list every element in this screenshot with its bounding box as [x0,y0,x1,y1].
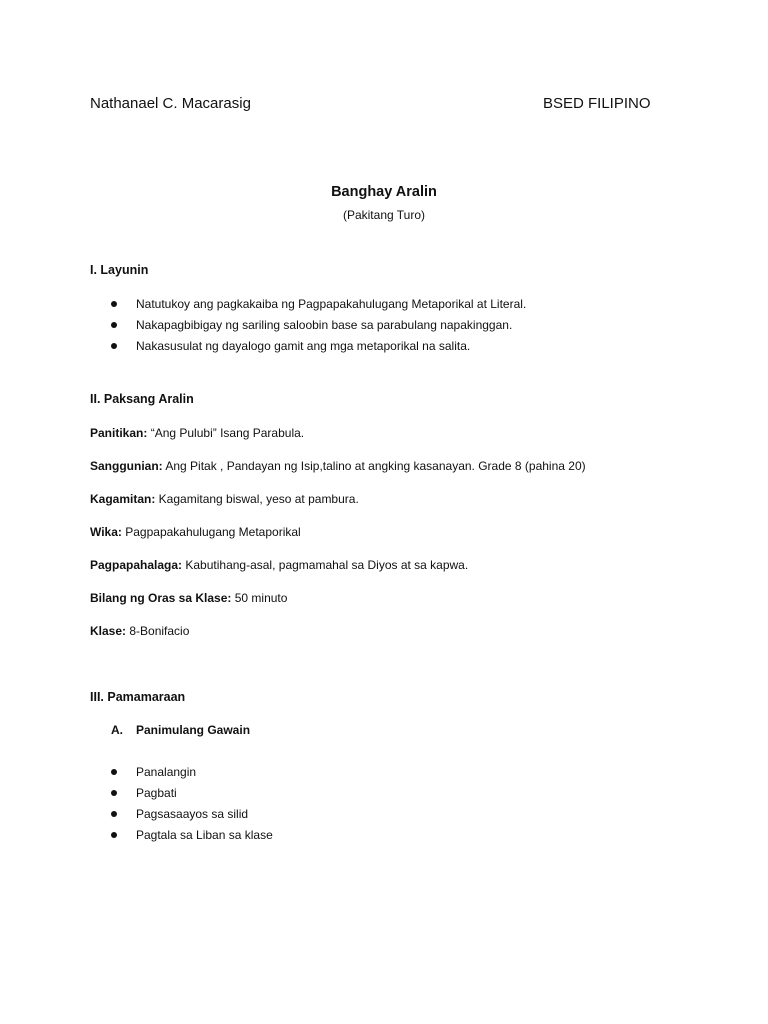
list-item: Pagtala sa Liban sa klase [111,825,273,846]
bullet-icon [111,811,117,817]
bullet-icon [111,343,117,349]
klase-value: 8-Bonifacio [126,624,190,638]
sub-heading-letter: A. [111,723,123,737]
list-item: Nakapagbibigay ng sariling saloobin base sa parabulang napakinggan. [111,315,526,336]
list-item: Pagbati [111,783,273,804]
course-label: BSED FILIPINO [543,95,651,112]
klase-label: Klase: [90,624,127,638]
pagpapahalaga-label: Pagpapahalaga: [90,558,183,572]
sanggunian-value: Ang Pitak , Pandayan ng Isip,talino at angking kasanayan. Grade 8 (pahina 20) [162,459,586,473]
author-name: Nathanael C. Macarasig [90,95,251,112]
bullet-icon [111,790,117,796]
list-item: Natutukoy ang pagkakaiba ng Pagpapakahulugang Metaporikal at Literal. [111,294,526,315]
page-title: Banghay Aralin [331,184,437,200]
bullet-icon [111,301,117,307]
klase-line [90,624,189,638]
sub-heading-panimulang-gawain: Panimulang Gawain [136,723,251,737]
list-item: Pagsasaayos sa silid [111,804,273,825]
oras-label: Bilang ng Oras sa Klase: [90,591,232,605]
pagpapahalaga-line [90,558,468,572]
panitikan-label: Panitikan: [90,426,148,440]
kagamitan-value: Kagamitang biswal, yeso at pambura. [155,492,359,506]
panitikan-value: “Ang Pulubi” Isang Parabula. [147,426,305,440]
section-heading-layunin: I. Layunin [90,263,149,277]
wika-line [90,525,301,539]
bullet-icon [111,769,117,775]
bullet-icon [111,322,117,328]
list-item: Nakasusulat ng dayalogo gamit ang mga metaporikal na salita. [111,336,526,357]
pagpapahalaga-value: Kabutihang-asal, pagmamahal sa Diyos at sa kapwa. [182,558,469,572]
wika-label: Wika: [90,525,122,539]
sanggunian-label: Sanggunian: [90,459,163,473]
bullet-icon [111,832,117,838]
page-subtitle: (Pakitang Turo) [342,208,426,222]
kagamitan-line [90,492,359,506]
list-item: Panalangin [111,762,273,783]
layunin-list [111,294,526,357]
oras-line [90,591,287,605]
oras-value: 50 minuto [231,591,288,605]
panimulang-gawain-list [111,762,273,846]
kagamitan-label: Kagamitan: [90,492,156,506]
section-heading-pamamaraan: III. Pamamaraan [90,690,186,704]
sanggunian-line [90,459,586,473]
wika-value: Pagpapakahulugang Metaporikal [121,525,301,539]
panitikan-line [90,426,304,440]
section-heading-paksang-aralin: II. Paksang Aralin [90,392,194,406]
